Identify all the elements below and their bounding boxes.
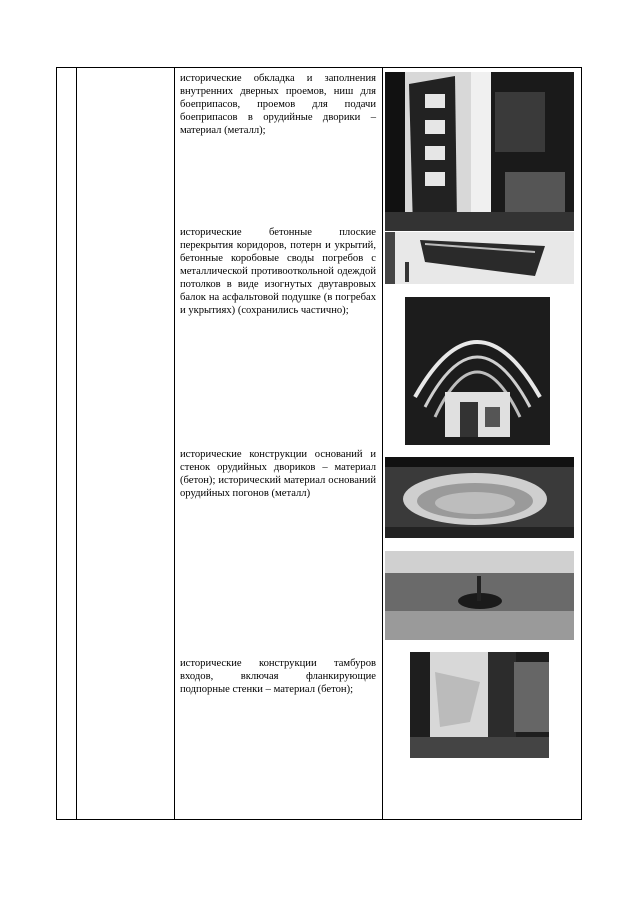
photo-gun-mount-base bbox=[385, 551, 574, 640]
photo-ceiling-beam bbox=[385, 232, 574, 284]
table-border-bottom bbox=[56, 819, 582, 820]
element-description-gun-yards: исторические конструкции оснований и стенок орудийных двориков – материал (бетон); исторический материал оснований орудийных погонов (металл) bbox=[180, 449, 376, 499]
table-border-left bbox=[56, 67, 57, 820]
photo-gun-yard bbox=[385, 457, 574, 538]
table-border-right bbox=[581, 67, 582, 820]
column-divider-2 bbox=[174, 67, 175, 820]
element-description-entrance-vestibules: исторические конструкции тамбуров входов, включая фланкирующие подпорные стенки – материал (бетон); bbox=[180, 658, 376, 695]
element-description-metal-frames: исторические обкладка и заполнения внутренних дверных проемов, ниш для боеприпасов, проемов для подачи боеприпасов в орудийные дворики – материал (металл); bbox=[180, 73, 376, 136]
photo-door-frame bbox=[385, 72, 574, 231]
element-description-concrete-ceilings: исторические бетонные плоские перекрытия коридоров, потерн и укрытий, бетонные коробовые своды погребов с металлической противооткольной одеждой потолков в виде изогнутых двутавровых балок на асфальтовой подушке (в погребах и укрытиях) (сохранились частично); bbox=[180, 227, 376, 316]
photo-vaulted-ceiling bbox=[405, 297, 550, 445]
photo-entrance-wall bbox=[410, 652, 549, 758]
column-divider-3 bbox=[382, 67, 383, 820]
table-border-top bbox=[56, 67, 582, 68]
table bbox=[56, 67, 582, 820]
column-divider-1 bbox=[76, 67, 77, 820]
